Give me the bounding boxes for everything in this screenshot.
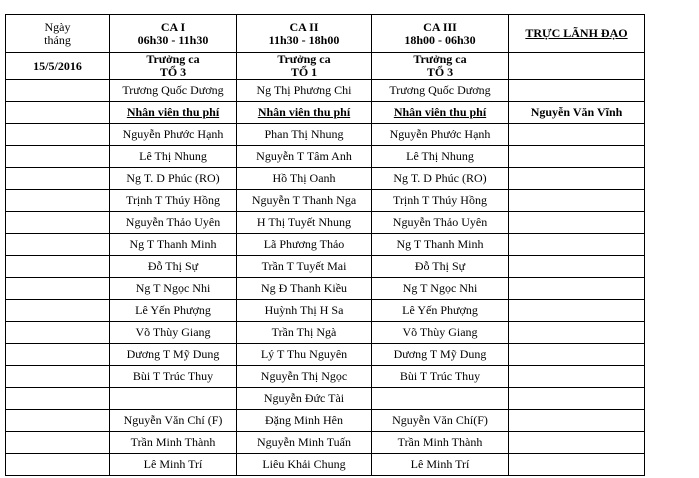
shift-2-staff-header: Nhân viên thu phí [237, 102, 372, 124]
staff-row [6, 212, 645, 234]
staff-row [6, 322, 645, 344]
staff-row [6, 278, 645, 300]
shift-3-staff-name: Nguyễn Văn Chí(F) [372, 410, 509, 432]
shift-3-leader: Trương Quốc Dương [372, 80, 509, 102]
shift-3-time: 18h00 - 06h30 [404, 32, 476, 47]
shift-3-staff-name [372, 388, 509, 410]
lead-empty-cell [509, 322, 645, 344]
shift-3-staff-name: Nguyễn Phước Hạnh [372, 124, 509, 146]
shift-1-staff-name: Nguyễn Thảo Uyên [110, 212, 237, 234]
shift-3-staff-name: Bùi T Trúc Thuy [372, 366, 509, 388]
shift-3-team [372, 53, 509, 80]
date-empty-cell [6, 80, 110, 102]
shift-2-staff-name: Đặng Minh Hên [237, 410, 372, 432]
day-label: Ngày [44, 19, 71, 34]
roster-body [6, 15, 645, 476]
duty-roster-table [5, 14, 645, 476]
shift-1-staff-name: Nguyễn Văn Chí (F) [110, 410, 237, 432]
date-cell: 15/5/2016 [6, 53, 110, 80]
shift-3-staff-name: Lê Thị Nhung [372, 146, 509, 168]
lead-empty-cell [509, 454, 645, 476]
shift-2-staff-name: Nguyễn T Thanh Nga [237, 190, 372, 212]
staff-row [6, 124, 645, 146]
shift-3-staff-name: Lê Minh Trí [372, 454, 509, 476]
shift-1-role: Trưởng ca [146, 52, 200, 66]
shift-3-staff-name: Trịnh T Thúy Hồng [372, 190, 509, 212]
shift-1-staff-name: Dương T Mỹ Dung [110, 344, 237, 366]
shift-2-staff-name: Liêu Khải Chung [237, 454, 372, 476]
shift-1-team-name: TỔ 3 [159, 65, 187, 79]
staff-row [6, 454, 645, 476]
shift-3-staff-header: Nhân viên thu phí [372, 102, 509, 124]
shift-2-staff-name: Nguyễn T Tâm Anh [237, 146, 372, 168]
shift-2-leader: Ng Thị Phương Chi [237, 80, 372, 102]
date-empty-cell [6, 102, 110, 124]
shift-1-staff-name: Trịnh T Thúy Hồng [110, 190, 237, 212]
lead-name: Nguyễn Văn Vĩnh [509, 102, 645, 124]
date-empty-cell [6, 388, 110, 410]
shift-1-staff-name: Đỗ Thị Sự [110, 256, 237, 278]
staff-row [6, 366, 645, 388]
lead-duty-header: TRỰC LÃNH ĐẠO [509, 15, 645, 53]
lead-empty-cell [509, 146, 645, 168]
date-empty-cell [6, 366, 110, 388]
shift-2-staff-name: Hồ Thị Oanh [237, 168, 372, 190]
date-empty-cell [6, 146, 110, 168]
shift-3-staff-name: Võ Thùy Giang [372, 322, 509, 344]
shift-3-staff-name: Ng T Thanh Minh [372, 234, 509, 256]
shift-3-staff-name: Lê Yến Phượng [372, 300, 509, 322]
date-empty-cell [6, 212, 110, 234]
lead-empty-cell [509, 278, 645, 300]
lead-empty-cell [509, 388, 645, 410]
staff-row [6, 388, 645, 410]
shift-3-staff-name: Trần Minh Thành [372, 432, 509, 454]
lead-empty-cell [509, 432, 645, 454]
shift-2-staff-name: Lý T Thu Nguyên [237, 344, 372, 366]
lead-empty-cell [509, 53, 645, 80]
shift-1-staff-name: Bùi T Trúc Thuy [110, 366, 237, 388]
date-empty-cell [6, 190, 110, 212]
staff-row [6, 300, 645, 322]
lead-empty-cell [509, 212, 645, 234]
lead-empty-cell [509, 234, 645, 256]
staff-row [6, 256, 645, 278]
date-empty-cell [6, 278, 110, 300]
staff-row [6, 234, 645, 256]
shift-1-staff-name: Ng T. D Phúc (RO) [110, 168, 237, 190]
lead-empty-cell [509, 300, 645, 322]
date-empty-cell [6, 344, 110, 366]
shift-1-staff-name: Lê Minh Trí [110, 454, 237, 476]
shift-2-staff-name: Trần T Tuyết Mai [237, 256, 372, 278]
lead-empty-cell [509, 190, 645, 212]
shift-3-role: Trưởng ca [413, 52, 467, 66]
shift-2-team-name: TỔ 1 [290, 65, 318, 79]
date-empty-cell [6, 322, 110, 344]
shift-2-staff-name: Nguyễn Đức Tài [237, 388, 372, 410]
shift-2-staff-name: Ng Đ Thanh Kiều [237, 278, 372, 300]
shift-2-name: CA II [289, 19, 319, 34]
shift-2-staff-name: Trần Thị Ngà [237, 322, 372, 344]
lead-empty-cell [509, 168, 645, 190]
shift-3-name: CA III [423, 19, 457, 34]
shift-1-time: 06h30 - 11h30 [137, 32, 209, 47]
date-empty-cell [6, 300, 110, 322]
shift-2-staff-name: Huỳnh Thị H Sa [237, 300, 372, 322]
month-label: tháng [44, 32, 71, 47]
shift-3-staff-name: Ng T Ngọc Nhi [372, 278, 509, 300]
shift-3-staff-name: Ng T. D Phúc (RO) [372, 168, 509, 190]
leader-row [6, 80, 645, 102]
shift-1-staff-name: Ng T Thanh Minh [110, 234, 237, 256]
staff-header-row [6, 102, 645, 124]
shift-2-staff-name: Nguyễn Thị Ngọc [237, 366, 372, 388]
shift-2-header [237, 15, 372, 53]
shift-2-role: Trưởng ca [277, 52, 331, 66]
lead-empty-cell [509, 366, 645, 388]
shift-2-team [237, 53, 372, 80]
shift-1-staff-name: Lê Thị Nhung [110, 146, 237, 168]
team-row [6, 53, 645, 80]
date-empty-cell [6, 410, 110, 432]
lead-empty-cell [509, 410, 645, 432]
staff-row [6, 168, 645, 190]
shift-2-time: 11h30 - 18h00 [268, 32, 340, 47]
lead-empty-cell [509, 344, 645, 366]
lead-empty-cell [509, 80, 645, 102]
shift-2-staff-name: Nguyễn Minh Tuấn [237, 432, 372, 454]
shift-1-team [110, 53, 237, 80]
date-empty-cell [6, 234, 110, 256]
header-row [6, 15, 645, 53]
staff-row [6, 410, 645, 432]
shift-1-header [110, 15, 237, 53]
shift-1-staff-name: Võ Thùy Giang [110, 322, 237, 344]
shift-2-staff-name: H Thị Tuyết Nhung [237, 212, 372, 234]
shift-3-staff-name: Nguyễn Thảo Uyên [372, 212, 509, 234]
date-empty-cell [6, 432, 110, 454]
shift-1-staff-name: Nguyễn Phước Hạnh [110, 124, 237, 146]
shift-2-staff-name: Phan Thị Nhung [237, 124, 372, 146]
shift-1-staff-name: Lê Yến Phượng [110, 300, 237, 322]
lead-empty-cell [509, 124, 645, 146]
shift-3-staff-name: Dương T Mỹ Dung [372, 344, 509, 366]
date-empty-cell [6, 256, 110, 278]
shift-1-name: CA I [160, 19, 186, 34]
staff-row [6, 344, 645, 366]
shift-1-leader: Trương Quốc Dương [110, 80, 237, 102]
staff-row [6, 190, 645, 212]
staff-row [6, 146, 645, 168]
lead-empty-cell [509, 256, 645, 278]
shift-2-staff-name: Lã Phương Thảo [237, 234, 372, 256]
shift-1-staff-name [110, 388, 237, 410]
shift-1-staff-name: Ng T Ngọc Nhi [110, 278, 237, 300]
shift-3-staff-name: Đỗ Thị Sự [372, 256, 509, 278]
shift-3-header [372, 15, 509, 53]
day-month-header [6, 15, 110, 53]
shift-1-staff-name: Trần Minh Thành [110, 432, 237, 454]
shift-1-staff-header: Nhân viên thu phí [110, 102, 237, 124]
staff-row [6, 432, 645, 454]
date-empty-cell [6, 168, 110, 190]
date-empty-cell [6, 454, 110, 476]
shift-3-team-name: TỔ 3 [426, 65, 454, 79]
date-empty-cell [6, 124, 110, 146]
